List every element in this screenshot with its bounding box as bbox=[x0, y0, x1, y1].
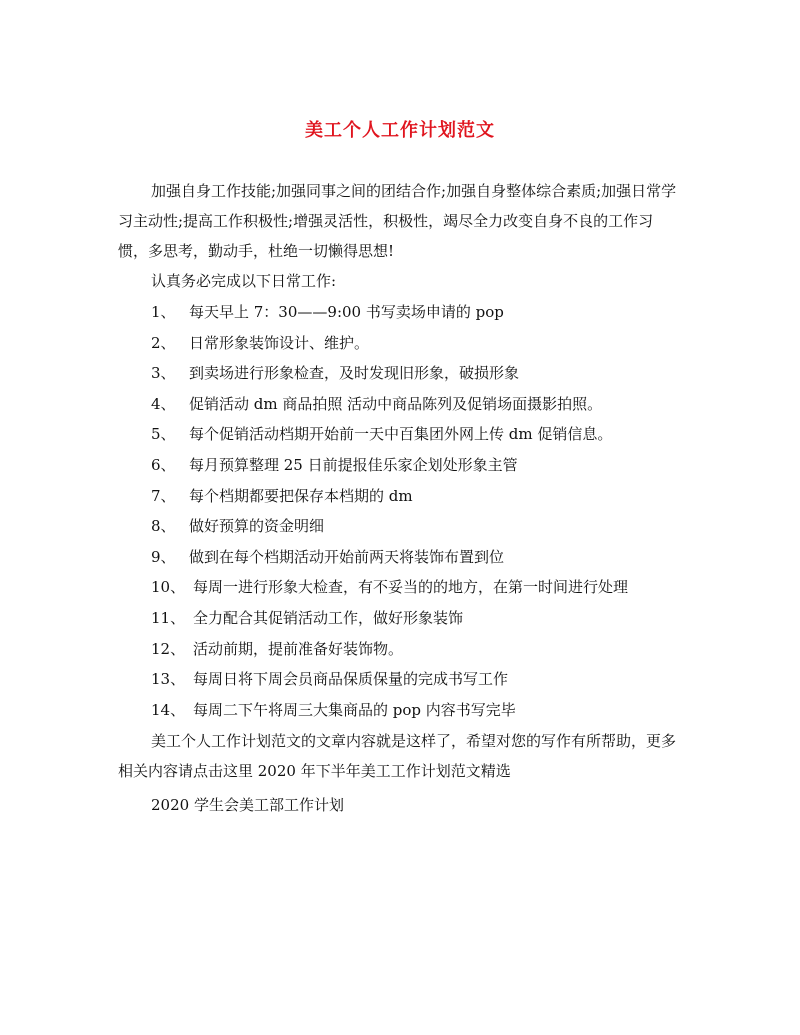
list-item bbox=[151, 700, 516, 720]
list-item-number: 14、 bbox=[151, 700, 186, 719]
list-item-text: 每个促销活动档期开始前一天中百集团外网上传 dm 促销信息。 bbox=[189, 425, 613, 444]
list-item-number: 2、 bbox=[151, 333, 176, 352]
list-item-number: 13、 bbox=[151, 670, 186, 689]
list-item bbox=[151, 516, 324, 536]
list-item bbox=[151, 669, 508, 689]
list-item-number: 3、 bbox=[151, 364, 176, 383]
list-item-number: 8、 bbox=[151, 517, 176, 536]
list-item bbox=[151, 639, 403, 659]
list-item-text: 每个档期都要把保存本档期的 dm bbox=[189, 486, 413, 505]
list-item-number: 6、 bbox=[151, 456, 176, 474]
list-item bbox=[151, 486, 413, 506]
related-link[interactable]: 2020 学生会美工部工作计划 bbox=[151, 796, 344, 814]
list-item-text: 做好预算的资金明细 bbox=[189, 517, 325, 536]
intro-paragraph: 加强自身工作技能;加强同事之间的团结合作;加强自身整体综合素质;加强日常学习主动性;提高工作积极性;增强灵活性，积极性，竭尽全力改变自身不良的工作习惯，多思考，勤动手，杜绝一切懒得思想! bbox=[118, 182, 677, 260]
list-item-text: 每周一进行形象大检查，有不妥当的的地方，在第一时间进行处理 bbox=[193, 578, 629, 597]
lead-text: 认真务必完成以下日常工作: bbox=[151, 272, 337, 290]
list-item-number: 5、 bbox=[151, 425, 176, 444]
list-item-number: 10、 bbox=[151, 578, 186, 597]
list-item bbox=[151, 577, 628, 597]
list-item-text: 活动前期，提前准备好装饰物。 bbox=[193, 639, 404, 658]
list-item bbox=[151, 547, 504, 567]
list-item bbox=[151, 608, 463, 628]
list-item-number: 7、 bbox=[151, 486, 176, 505]
list-item-text: 促销活动 dm 商品拍照 活动中商品陈列及促销场面摄影拍照。 bbox=[189, 394, 603, 413]
list-item-number: 1、 bbox=[151, 303, 176, 321]
list-item-text: 每周二下午将周三大集商品的 pop 内容书写完毕 bbox=[193, 700, 516, 719]
list-item-text: 全力配合其促销活动工作，做好形象装饰 bbox=[193, 609, 464, 627]
list-item-text: 日常形象装饰设计、维护。 bbox=[189, 333, 370, 352]
list-item bbox=[151, 394, 602, 414]
list-item bbox=[151, 424, 612, 444]
list-item-number: 9、 bbox=[151, 547, 176, 566]
list-item-number: 4、 bbox=[151, 394, 176, 413]
page-title: 美工个人工作计划范文 bbox=[305, 120, 495, 141]
list-item-number: 12、 bbox=[151, 639, 186, 658]
list-item-text: 每月预算整理 25 日前提报佳乐家企划处形象主管 bbox=[189, 456, 518, 474]
closing-paragraph: 美工个人工作计划范文的文章内容就是这样了，希望对您的写作有所帮助，更多相关内容请点击这里 2020 年下半年美工工作计划范文精选 bbox=[118, 732, 677, 780]
list-item bbox=[151, 333, 369, 353]
list-item-text: 每周日将下周会员商品保质保量的完成书写工作 bbox=[193, 670, 509, 689]
list-item bbox=[151, 455, 518, 475]
list-item-text: 每天早上 7：30——9:00 书写卖场申请的 pop bbox=[189, 303, 504, 321]
list-item-text: 做到在每个档期活动开始前两天将装饰布置到位 bbox=[189, 547, 505, 566]
list-item-number: 11、 bbox=[151, 609, 186, 627]
list-item-text: 到卖场进行形象检查，及时发现旧形象，破损形象 bbox=[189, 364, 520, 383]
list-item bbox=[151, 302, 504, 322]
list-item bbox=[151, 363, 519, 383]
